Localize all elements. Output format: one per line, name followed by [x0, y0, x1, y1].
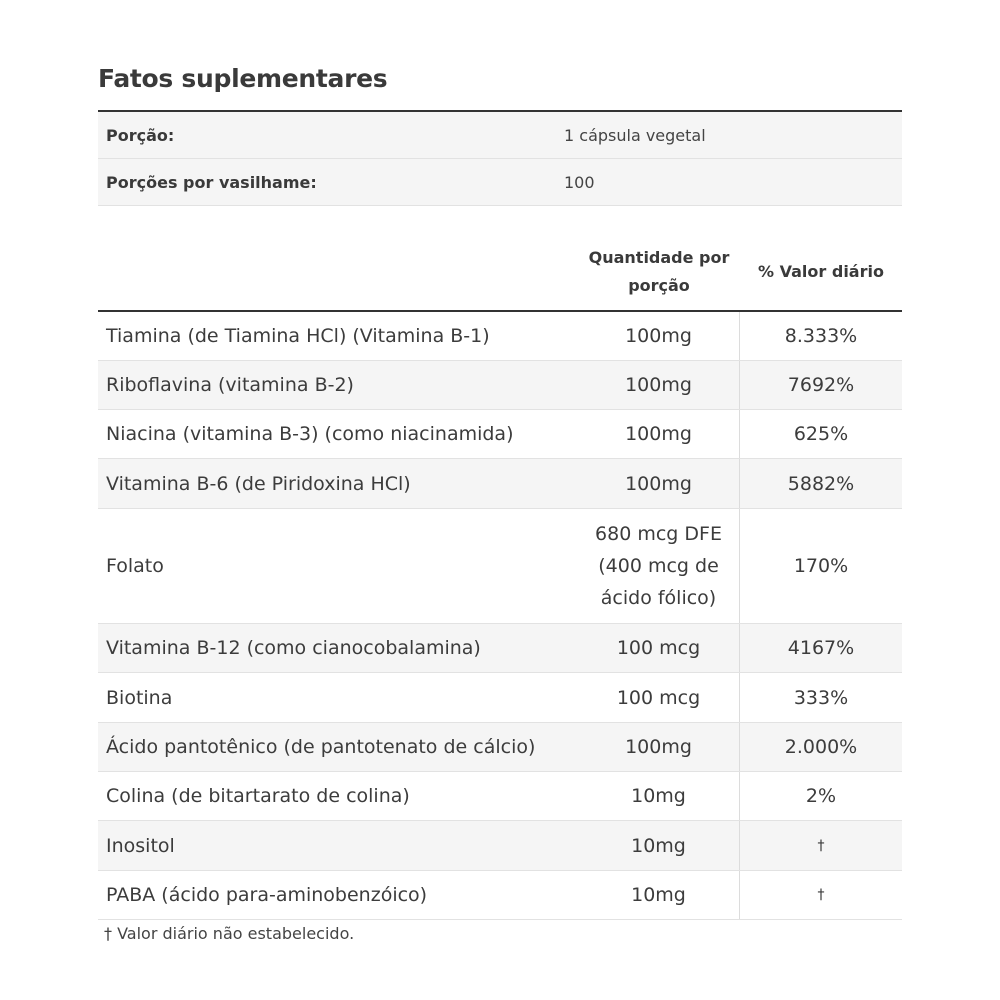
header-amount: [578, 240, 740, 310]
nutrient-amount-line: 100mg: [625, 325, 692, 347]
nutrient-daily-value: 2%: [739, 772, 902, 820]
nutrient-amount-line: 100mg: [625, 472, 692, 495]
nutrient-name: Colina (de bitartarato de colina): [106, 785, 410, 807]
serving-size-value: 1 cápsula vegetal: [564, 125, 706, 145]
nutrient-amount-line: 100 mcg: [616, 637, 701, 659]
nutrient-amount-line: 680 mcg DFE: [595, 523, 722, 545]
nutrient-daily-value: 625%: [739, 410, 902, 458]
nutrient-daily-value: 4167%: [739, 624, 902, 672]
nutrient-amount: [578, 723, 739, 771]
nutrient-amount: [578, 410, 739, 458]
nutrient-daily-value: 7692%: [739, 361, 902, 409]
header-daily-value: % Valor diário: [758, 262, 884, 281]
nutrient-amount: [578, 459, 739, 508]
nutrient-daily-value: 8.333%: [739, 312, 902, 360]
header-amount-line1: Quantidade por: [588, 248, 730, 267]
nutrient-amount-line: 100mg: [625, 736, 692, 758]
nutrient-name: Riboflavina (vitamina B-2): [106, 374, 354, 396]
nutrient-amount-line: 10mg: [631, 884, 686, 906]
header-blank: [98, 240, 578, 310]
table-row: [98, 312, 902, 361]
nutrient-daily-value: 170%: [739, 509, 902, 623]
nutrient-name: Inositol: [106, 834, 175, 857]
header-amount-line2: porção: [628, 276, 690, 295]
nutrient-daily-value: 5882%: [739, 459, 902, 508]
page-title: Fatos suplementares: [98, 64, 388, 93]
nutrient-daily-value: †: [739, 871, 902, 919]
table-row: [98, 624, 902, 673]
nutrient-amount-line: 10mg: [631, 834, 686, 857]
nutrient-amount-line: 100 mcg: [616, 686, 701, 709]
nutrient-name: Vitamina B-12 (como cianocobalamina): [106, 637, 481, 659]
nutrient-name: PABA (ácido para-aminobenzóico): [106, 884, 428, 906]
nutrient-name: Biotina: [106, 686, 173, 709]
nutrient-name: Vitamina B-6 (de Piridoxina HCl): [106, 472, 411, 495]
nutrient-amount: [578, 871, 739, 919]
nutrient-amount: [578, 624, 739, 672]
table-row: [98, 772, 902, 821]
table-row: [98, 821, 902, 871]
nutrient-amount: [578, 673, 739, 722]
table-row: [98, 509, 902, 624]
nutrient-amount-line: ácido fólico): [600, 587, 717, 609]
serving-row: [98, 112, 902, 159]
nutrient-table: [98, 312, 902, 920]
nutrient-name: Niacina (vitamina B-3) (como niacinamida): [106, 423, 514, 445]
nutrient-name: Folato: [106, 555, 164, 577]
nutrient-daily-value: 2.000%: [739, 723, 902, 771]
servings-per-container-value: 100: [564, 172, 595, 192]
table-row: [98, 361, 902, 410]
table-row: [98, 871, 902, 920]
nutrient-amount: [578, 821, 739, 870]
table-header: [98, 240, 902, 310]
serving-info: [98, 112, 902, 206]
nutrient-amount: [578, 312, 739, 360]
nutrient-name: Tiamina (de Tiamina HCl) (Vitamina B-1): [106, 325, 490, 347]
nutrient-daily-value: †: [739, 821, 902, 870]
nutrient-amount-line: 10mg: [631, 785, 686, 807]
table-row: [98, 410, 902, 459]
nutrient-daily-value: 333%: [739, 673, 902, 722]
serving-row: [98, 159, 902, 206]
servings-per-container-label: Porções por vasilhame:: [106, 172, 317, 192]
nutrient-amount-line: 100mg: [625, 423, 692, 445]
table-row: [98, 673, 902, 723]
table-row: [98, 459, 902, 509]
nutrient-amount-line: (400 mcg de: [598, 555, 719, 577]
footnote: † Valor diário não estabelecido.: [104, 924, 355, 943]
table-row: [98, 723, 902, 772]
nutrient-amount: [578, 361, 739, 409]
nutrient-name: Ácido pantotênico (de pantotenato de cálcio): [106, 736, 536, 758]
nutrient-amount: [578, 772, 739, 820]
nutrient-amount-line: 100mg: [625, 374, 692, 396]
serving-size-label: Porção:: [106, 125, 175, 145]
nutrient-amount: [578, 509, 739, 623]
